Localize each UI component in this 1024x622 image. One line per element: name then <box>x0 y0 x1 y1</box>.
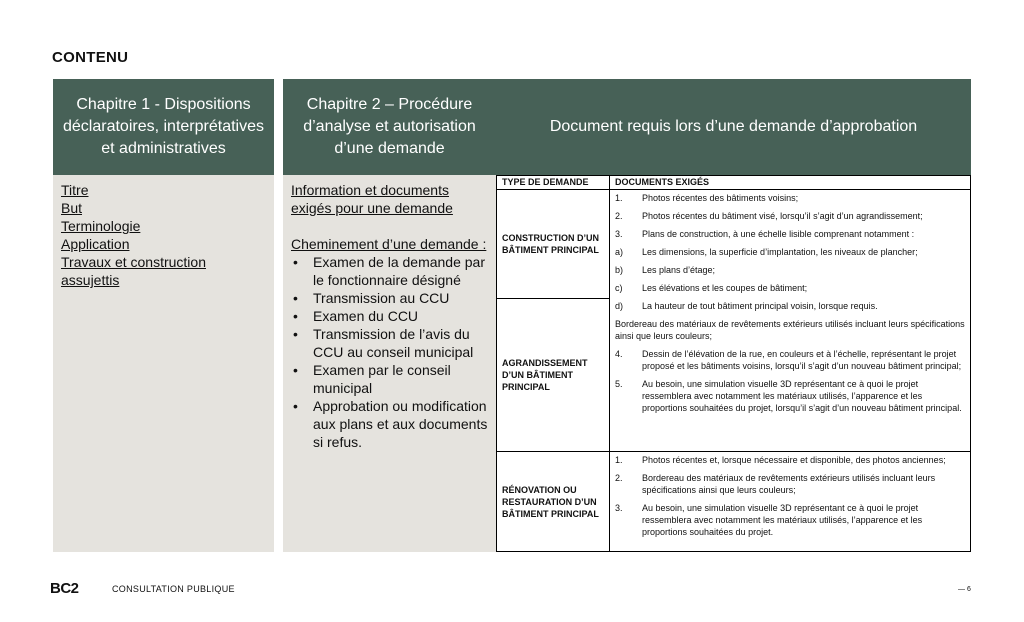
list-item: 2. Bordereau des matériaux de revêtements extérieurs utilisés incluant leurs spécifications ainsi que leurs couleurs; <box>615 473 936 495</box>
list-item: 3. Plans de construction, à une échelle lisible comprenant notamment : <box>615 229 915 239</box>
link-information-documents[interactable]: Information et documents exigés pour une demande <box>291 182 453 216</box>
chapter1-header: Chapitre 1 - Dispositions déclaratoires, interprétatives et administratives <box>53 79 274 175</box>
table-row <box>497 190 971 299</box>
documents-header: Document requis lors d’une demande d’approbation <box>496 79 971 175</box>
list-item: 5. Au besoin, une simulation visuelle 3D représentant ce à quoi le projet ressemblera avec notamment les matériaux utilisés, l’apparence et les proportions souhaitées du projet, lorsqu’il s’agit d’un nouveau bâtiment principal. <box>615 379 962 413</box>
chapter2-content <box>283 175 496 552</box>
footer-label: CONSULTATION PUBLIQUE <box>112 584 235 594</box>
docs-renovation <box>610 452 971 552</box>
column-header-type: TYPE DE DEMANDE <box>497 176 610 190</box>
table-row <box>497 452 971 552</box>
link-cheminement[interactable]: Cheminement d’une demande : <box>291 236 487 252</box>
list-item: b) Les plans d’étage; <box>615 265 716 275</box>
list-item: c) Les élévations et les coupes de bâtiment; <box>615 283 808 293</box>
list-item: 1. Photos récentes et, lorsque nécessaire et disponible, des photos anciennes; <box>615 455 946 465</box>
page-number: — 6 <box>958 586 971 593</box>
list-item: • Transmission au CCU <box>291 289 488 307</box>
list-item: • Examen par le conseil municipal <box>291 361 488 397</box>
column-header-docs: DOCUMENTS EXIGÉS <box>610 176 971 190</box>
list-item: 3. Au besoin, une simulation visuelle 3D représentant ce à quoi le projet ressemblera avec notamment les matériaux utilisés, l’apparence et les proportions souhaitées du projet. <box>615 503 923 537</box>
link-travaux[interactable]: Travaux et construction assujettis <box>61 254 206 288</box>
list-item: 4. Dessin de l’élévation de la rue, en couleurs et à l’échelle, représentant le projet proposé et les bâtiments voisins, lorsqu’il s’agit d’un nouveau bâtiment principal; <box>615 349 962 371</box>
list-item: 1. Photos récentes des bâtiments voisins; <box>615 193 799 203</box>
type-construction: CONSTRUCTION D’UN BÂTIMENT PRINCIPAL <box>497 190 610 299</box>
list-item: d) La hauteur de tout bâtiment principal voisin, lorsque requis. <box>615 301 878 311</box>
docs-construction-agrandissement <box>610 190 971 452</box>
link-terminologie[interactable]: Terminologie <box>61 218 141 234</box>
chapter1-links <box>53 175 274 552</box>
link-but[interactable]: But <box>61 200 83 216</box>
steps-list <box>291 253 488 451</box>
logo: BC2 <box>50 580 79 597</box>
link-application[interactable]: Application <box>61 236 130 252</box>
list-item: Bordereau des matériaux de revêtements extérieurs utilisés incluant leurs spécifications ainsi que leurs couleurs; <box>615 319 965 341</box>
page-title: CONTENU <box>52 49 129 66</box>
link-titre[interactable]: Titre <box>61 182 89 198</box>
list-item: • Transmission de l’avis du CCU au conseil municipal <box>291 325 488 361</box>
chapter2-header: Chapitre 2 – Procédure d’analyse et autorisation d’une demande <box>283 79 496 175</box>
list-item: a) Les dimensions, la superficie d’implantation, les niveaux de plancher; <box>615 247 918 257</box>
list-item: 2. Photos récentes du bâtiment visé, lorsqu’il s’agit d’un agrandissement; <box>615 211 923 221</box>
list-item: • Examen du CCU <box>291 307 488 325</box>
list-item: • Examen de la demande par le fonctionnaire désigné <box>291 253 488 289</box>
type-renovation: RÉNOVATION OU RESTAURATION D’UN BÂTIMENT PRINCIPAL <box>497 452 610 552</box>
type-agrandissement: AGRANDISSEMENT D’UN BÂTIMENT PRINCIPAL <box>497 299 610 452</box>
list-item: • Approbation ou modification aux plans et aux documents si refus. <box>291 397 488 451</box>
documents-table <box>496 175 971 552</box>
